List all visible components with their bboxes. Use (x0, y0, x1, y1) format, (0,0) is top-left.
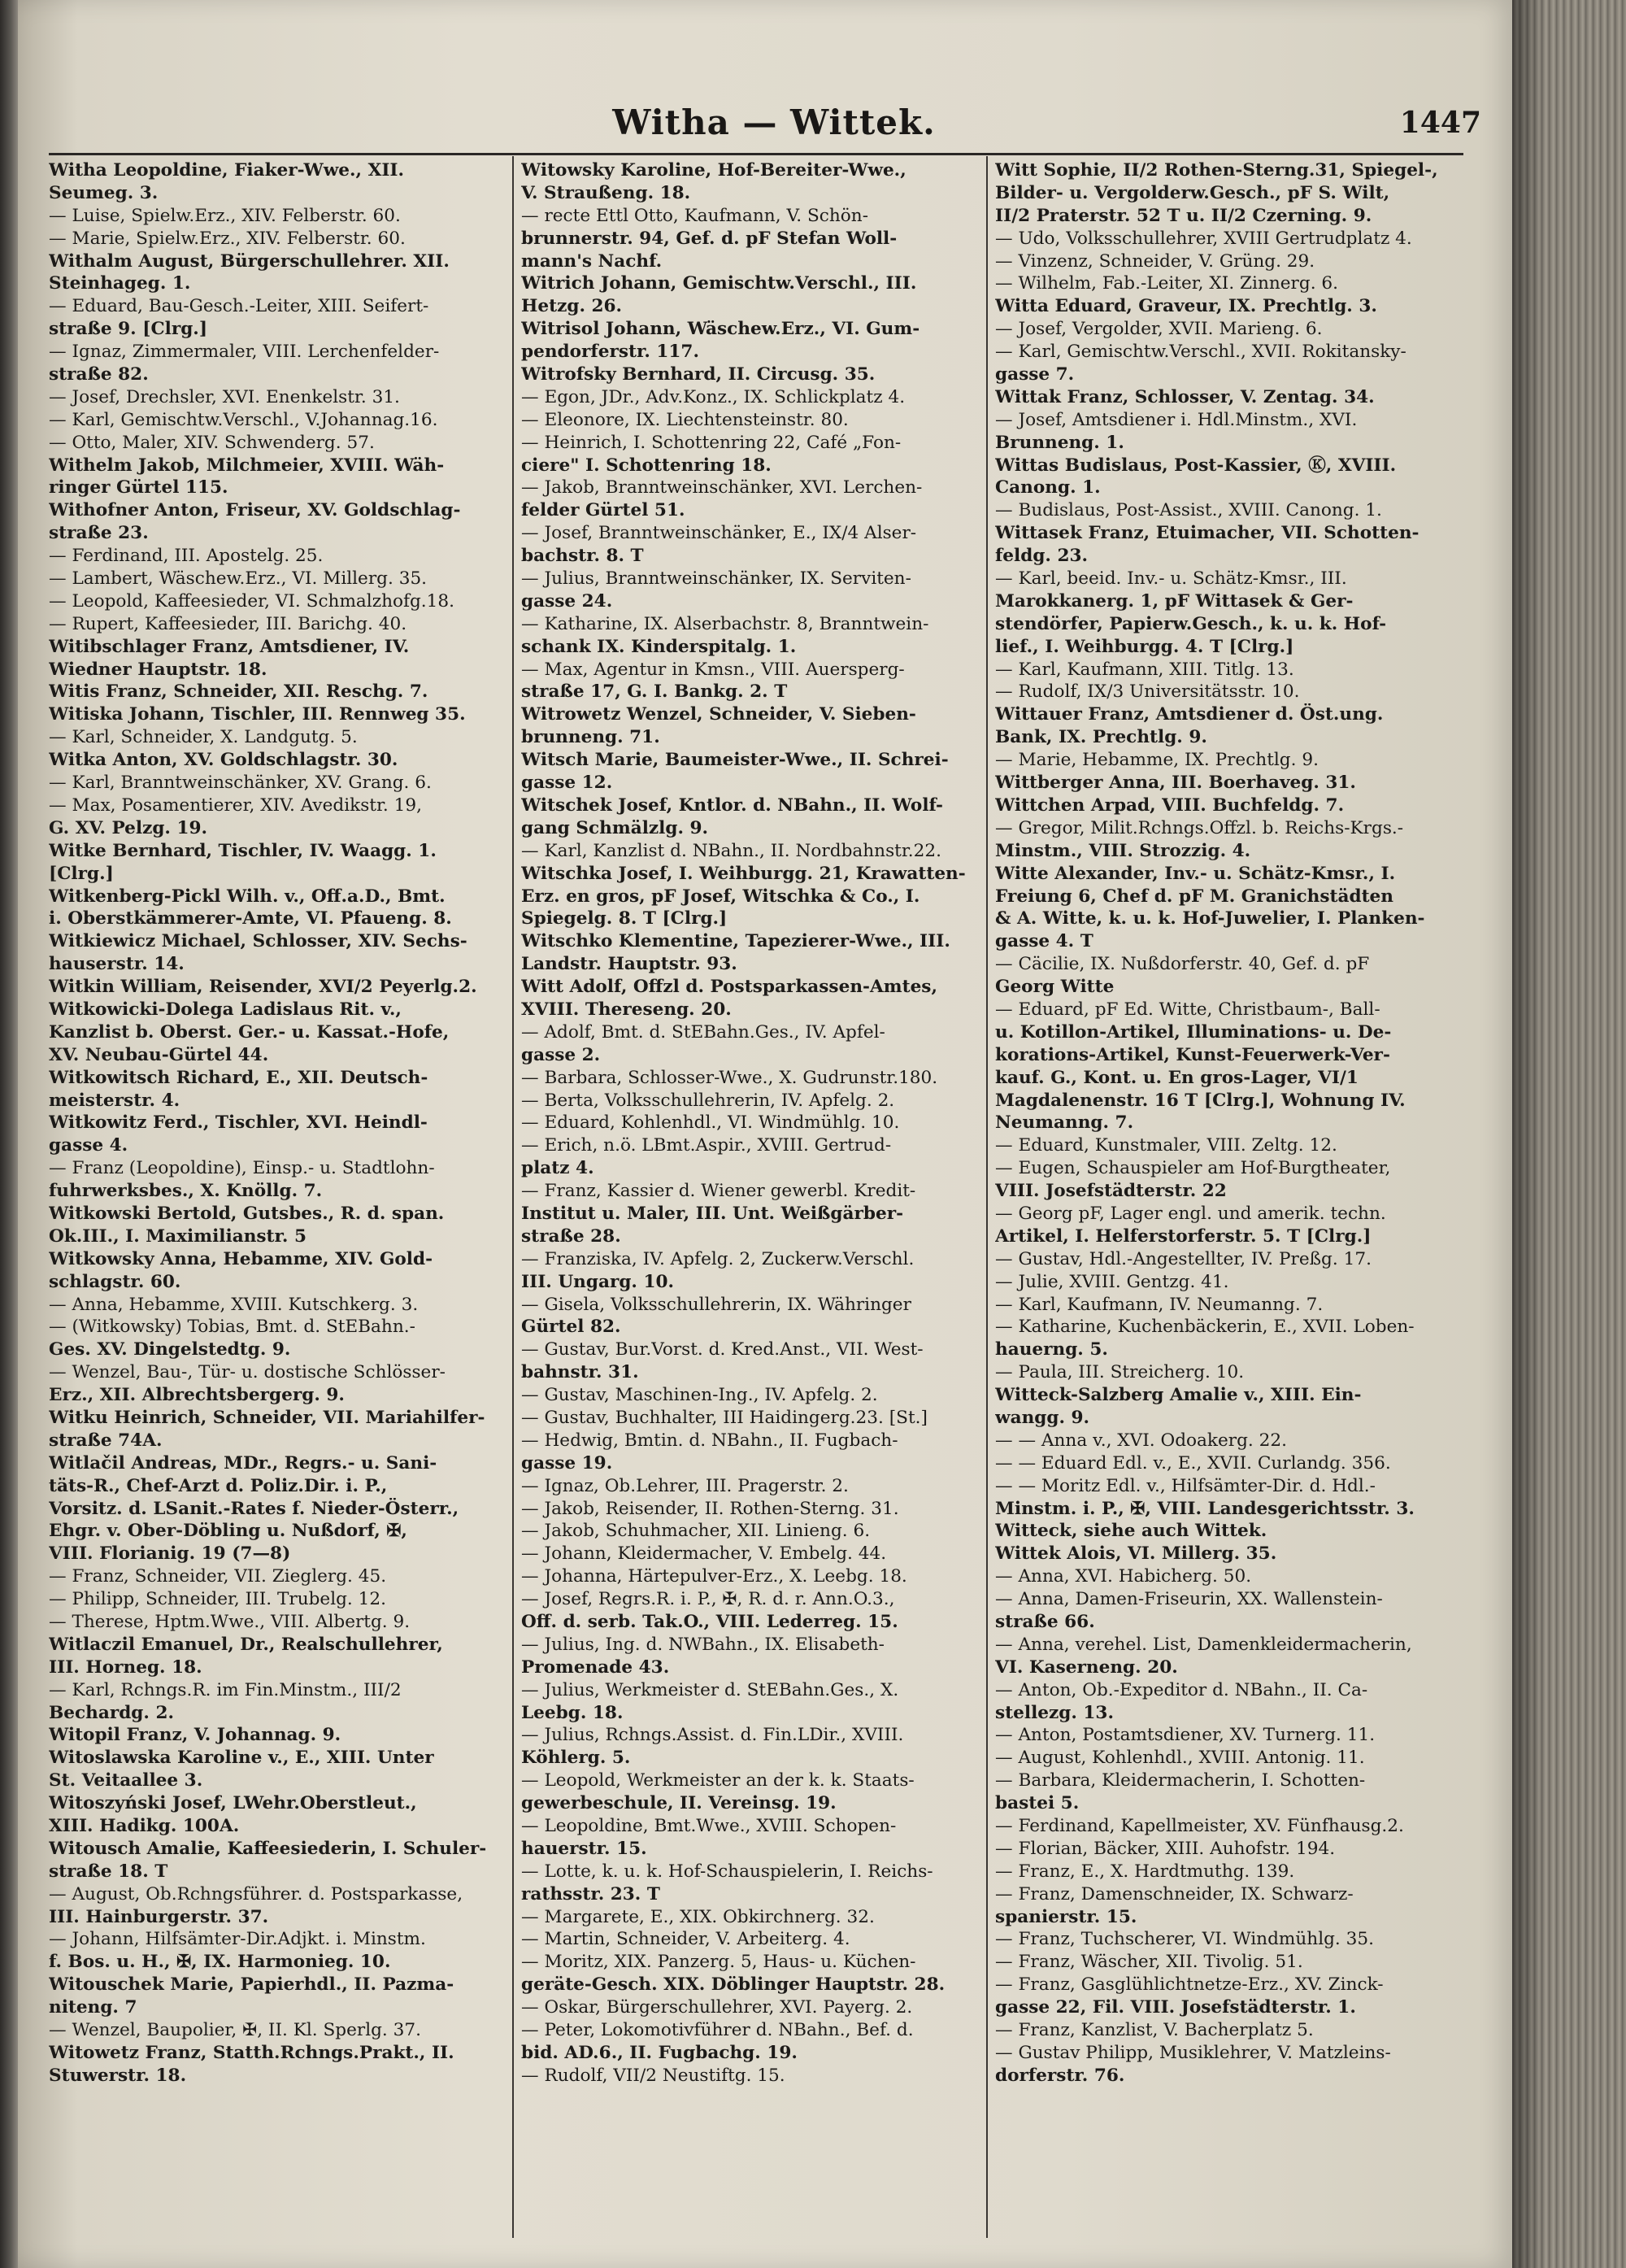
directory-line: Wittauer Franz, Amtsdiener d. Öst.ung. (995, 704, 1384, 725)
directory-line: — Heinrich, I. Schottenring 22, Café „Fon- (521, 432, 902, 453)
directory-line: Witha Leopoldine, Fiaker-Wwe., XII. (49, 160, 405, 181)
directory-line: Ok.III., I. Maximilianstr. 5 (49, 1225, 307, 1247)
directory-line: St. Veitaallee 3. (49, 1770, 203, 1791)
directory-line: — Johanna, Härtepulver-Erz., X. Leebg. 18. (521, 1566, 907, 1587)
directory-line: — Anna, verehel. List, Damenkleidermacherin, (995, 1634, 1412, 1655)
directory-line: gasse 2. (521, 1044, 601, 1065)
directory-line: — Adolf, Bmt. d. StEBahn.Ges., IV. Apfel- (521, 1021, 885, 1043)
directory-line: — Rudolf, IX/3 Universitätsstr. 10. (995, 681, 1300, 703)
directory-line: bid. AD.6., II. Fugbachg. 19. (521, 2042, 798, 2063)
directory-line: Witschka Josef, I. Weihburgg. 21, Krawatten- (521, 863, 966, 884)
directory-line: Artikel, I. Helferstorferstr. 5. T [Clrg.] (995, 1225, 1372, 1247)
page-header (50, 98, 1498, 155)
directory-line: Bechardg. 2. (49, 1702, 174, 1723)
directory-line: — Max, Agentur in Kmsn., VIII. Auersperg- (521, 659, 905, 680)
directory-line: — Therese, Hptm.Wwe., VIII. Albertg. 9. (49, 1612, 411, 1632)
directory-line: schank IX. Kinderspitalg. 1. (521, 636, 797, 657)
directory-line: Witlaczil Emanuel, Dr., Realschullehrer, (49, 1634, 443, 1655)
directory-line: — Franz (Leopoldine), Einsp.- u. Stadtlohn- (49, 1158, 435, 1179)
directory-line: i. Oberstkämmerer-Amte, VI. Pfaueng. 8. (49, 908, 452, 929)
directory-line: — Franz, E., X. Hardtmuthg. 139. (995, 1861, 1295, 1882)
directory-line: — Julius, Branntweinschänker, IX. Serviten- (521, 568, 911, 590)
directory-line: ciere" I. Schottenring 18. (521, 455, 772, 476)
directory-line: — Egon, JDr., Adv.Konz., IX. Schlickplatz 4. (521, 386, 906, 407)
directory-line: Withalm August, Bürgerschullehrer. XII. (49, 250, 450, 272)
directory-line: Neumanng. 7. (995, 1112, 1134, 1134)
directory-line: Vorsitz. d. LSanit.-Rates f. Nieder-Österr., (49, 1498, 459, 1519)
directory-line: hauerstr. 15. (521, 1838, 647, 1859)
directory-line: — Leopold, Kaffeesieder, VI. Schmalzhofg.18. (49, 590, 455, 612)
directory-line: Witrofsky Bernhard, II. Circusg. 35. (521, 364, 876, 385)
directory-line: — Moritz, XIX. Panzerg. 5, Haus- u. Küchen- (521, 1952, 916, 1973)
directory-line: — Lotte, k. u. k. Hof-Schauspielerin, I. Reichs- (521, 1861, 933, 1882)
directory-line: — Leopoldine, Bmt.Wwe., XVIII. Schopen- (521, 1816, 897, 1837)
directory-line: — Erich, n.ö. LBmt.Aspir., XVIII. Gertrud- (521, 1135, 892, 1156)
directory-line: — Josef, Regrs.R. i. P., ✠, R. d. r. Ann.O.3., (521, 1589, 895, 1610)
directory-line: — Philipp, Schneider, III. Trubelg. 12. (49, 1589, 387, 1610)
directory-line: Witteck-Salzberg Amalie v., XIII. Ein- (995, 1385, 1362, 1406)
directory-column-3 (995, 159, 1450, 2241)
directory-line: Witka Anton, XV. Goldschlagstr. 30. (49, 750, 398, 771)
directory-line: — Marie, Hebamme, IX. Prechtlg. 9. (995, 750, 1319, 771)
directory-line: XIII. Hadikg. 100A. (49, 1816, 240, 1837)
directory-line: — Margarete, E., XIX. Obkirchnerg. 32. (521, 1906, 875, 1927)
directory-line: Withelm Jakob, Milchmeier, XVIII. Wäh- (49, 455, 445, 476)
directory-line: Witta Eduard, Graveur, IX. Prechtlg. 3. (995, 296, 1377, 317)
directory-line: Witkenberg-Pickl Wilh. v., Off.a.D., Bmt. (49, 886, 446, 907)
directory-line: mann's Nachf. (521, 250, 663, 272)
directory-line: V. Straußeng. 18. (521, 182, 691, 203)
directory-line: straße 9. [Clrg.] (49, 319, 208, 340)
directory-line: Witrowetz Wenzel, Schneider, V. Sieben- (521, 704, 916, 725)
directory-line: Witteck, siehe auch Wittek. (995, 1521, 1267, 1542)
directory-line: stellezg. 13. (995, 1702, 1114, 1723)
directory-line: gang Schmälzlg. 9. (521, 817, 709, 838)
directory-line: f. Bos. u. H., ✠, IX. Harmonieg. 10. (49, 1952, 391, 1973)
directory-line: Witschek Josef, Kntlor. d. NBahn., II. Wolf- (521, 794, 943, 816)
directory-line: meisterstr. 4. (49, 1090, 180, 1111)
directory-line: — Franz, Kassier d. Wiener gewerbl. Kredit- (521, 1181, 916, 1202)
directory-line: Off. d. serb. Tak.O., VIII. Lederreg. 15. (521, 1612, 898, 1632)
directory-line: — Eugen, Schauspieler am Hof-Burgtheater, (995, 1158, 1391, 1179)
directory-line: — Leopold, Werkmeister an der k. k. Staats- (521, 1770, 915, 1791)
directory-line: — Paula, III. Streicherg. 10. (995, 1362, 1245, 1383)
directory-line: straße 82. (49, 364, 149, 385)
directory-line: — Gustav Philipp, Musiklehrer, V. Matzleins- (995, 2042, 1391, 2063)
directory-line: [Clrg.] (49, 863, 114, 884)
directory-line: — Luise, Spielw.Erz., XIV. Felberstr. 60. (49, 205, 401, 226)
directory-line: — Rupert, Kaffeesieder, III. Barichg. 40. (49, 613, 407, 634)
directory-line: — Franz, Gasglühlichtnetze-Erz., XV. Zinck- (995, 1974, 1384, 1996)
directory-line: — (Witkowsky) Tobias, Bmt. d. StEBahn.- (49, 1317, 415, 1338)
directory-column-2 (521, 159, 976, 2241)
directory-line: bachstr. 8. T (521, 546, 644, 567)
directory-line: — August, Ob.Rchngsführer. d. Postsparkasse, (49, 1883, 463, 1905)
directory-line: Witkowitsch Richard, E., XII. Deutsch- (49, 1067, 428, 1088)
directory-line: — Barbara, Schlosser-Wwe., X. Gudrunstr.180. (521, 1067, 938, 1088)
directory-line: Witkowitz Ferd., Tischler, XVI. Heindl- (49, 1112, 428, 1134)
directory-line: G. XV. Pelzg. 19. (49, 817, 208, 838)
directory-line: — Hedwig, Bmtin. d. NBahn., II. Fugbach- (521, 1430, 898, 1451)
directory-line: — Anton, Ob.-Expeditor d. NBahn., II. Ca- (995, 1679, 1368, 1700)
page-stack-shadow (1512, 0, 1545, 2268)
directory-line: straße 23. (49, 523, 149, 544)
directory-line: Witke Bernhard, Tischler, IV. Waagg. 1. (49, 840, 437, 861)
directory-line: — Julius, Werkmeister d. StEBahn.Ges., X. (521, 1679, 899, 1700)
directory-line: — Wenzel, Bau-, Tür- u. dostische Schlösser- (49, 1362, 446, 1383)
directory-line: — Franz, Schneider, VII. Zieglerg. 45. (49, 1566, 387, 1587)
directory-line: — Jakob, Branntweinschänker, XVI. Lerchen- (521, 477, 923, 498)
directory-line: — Johann, Hilfsämter-Dir.Adjkt. i. Minstm. (49, 1929, 426, 1950)
directory-line: — Karl, Kaufmann, IV. Neumanng. 7. (995, 1294, 1324, 1315)
directory-line: brunneng. 71. (521, 727, 660, 748)
directory-line: — Karl, Kaufmann, XIII. Titlg. 13. (995, 659, 1294, 680)
directory-line: — Karl, Kanzlist d. NBahn., II. Nordbahnstr.22. (521, 840, 941, 861)
directory-line: gasse 24. (521, 590, 613, 612)
directory-line: — Georg pF, Lager engl. und amerik. techn. (995, 1203, 1386, 1224)
directory-line: Ehgr. v. Ober-Döbling u. Nußdorf, ✠, (49, 1521, 407, 1542)
directory-line: Witkowski Bertold, Gutsbes., R. d. span. (49, 1203, 445, 1224)
directory-line: u. Kotillon-Artikel, Illuminations- u. De- (995, 1021, 1392, 1043)
running-head: Witha — Wittek. (612, 102, 936, 142)
directory-line: Marokkanerg. 1, pF Wittasek & Ger- (995, 590, 1354, 612)
directory-line: Witiska Johann, Tischler, III. Rennweg 35. (49, 704, 466, 725)
directory-line: — Anna, Hebamme, XVIII. Kutschkerg. 3. (49, 1294, 419, 1315)
directory-line: — Eleonore, IX. Liechtensteinstr. 80. (521, 409, 849, 430)
directory-line: — Karl, Schneider, X. Landgutg. 5. (49, 727, 358, 748)
directory-line: Witibschlager Franz, Amtsdiener, IV. (49, 636, 410, 657)
directory-line: Witku Heinrich, Schneider, VII. Mariahilfer- (49, 1407, 485, 1428)
directory-line: — Gustav, Buchhalter, III Haidingerg.23. [St.] (521, 1407, 928, 1428)
directory-line: — Katharine, IX. Alserbachstr. 8, Branntwein- (521, 613, 929, 634)
directory-line: II/2 Praterstr. 52 T u. II/2 Czerning. 9. (995, 205, 1372, 226)
directory-line: — Gustav, Bur.Vorst. d. Kred.Anst., VII. West- (521, 1339, 924, 1360)
directory-line: straße 28. (521, 1225, 621, 1247)
directory-line: Georg Witte (995, 977, 1115, 998)
directory-line: III. Hainburgerstr. 37. (49, 1906, 269, 1927)
directory-line: — Otto, Maler, XIV. Schwenderg. 57. (49, 432, 375, 453)
directory-line: — Anna, Damen-Friseurin, XX. Wallenstein- (995, 1589, 1383, 1610)
directory-line: täts-R., Chef-Arzt d. Poliz.Dir. i. P., (49, 1475, 388, 1496)
directory-line: Erz. en gros, pF Josef, Witschka & Co., I. (521, 886, 920, 907)
directory-line: Bank, IX. Prechtlg. 9. (995, 727, 1207, 748)
directory-line: III. Ungarg. 10. (521, 1271, 675, 1292)
directory-line: Witrisol Johann, Wäschew.Erz., VI. Gum- (521, 319, 920, 340)
directory-line: Witowsky Karoline, Hof-Bereiter-Wwe., (521, 160, 906, 181)
directory-line: Stuwerstr. 18. (49, 2065, 187, 2086)
directory-line: — Ignaz, Ob.Lehrer, III. Pragerstr. 2. (521, 1475, 849, 1496)
directory-line: — Martin, Schneider, V. Arbeiterg. 4. (521, 1929, 850, 1950)
directory-line: — Florian, Bäcker, XIII. Auhofstr. 194. (995, 1838, 1336, 1859)
directory-line: — Karl, Rchngs.R. im Fin.Minstm., III/2 (49, 1679, 402, 1700)
directory-line: hauserstr. 14. (49, 954, 185, 975)
directory-line: — August, Kohlenhdl., XVIII. Antonig. 11. (995, 1748, 1365, 1769)
directory-line: straße 17, G. I. Bankg. 2. T (521, 681, 788, 703)
directory-line: — Josef, Drechsler, XVI. Enenkelstr. 31. (49, 386, 400, 407)
directory-line: — Josef, Amtsdiener i. Hdl.Minstm., XVI. (995, 409, 1358, 430)
directory-line: Minstm. i. P., ✠, VIII. Landesgerichtsstr. 3. (995, 1498, 1415, 1519)
column-divider-2 (986, 156, 988, 2238)
directory-line: Köhlerg. 5. (521, 1748, 631, 1769)
directory-line: — Gisela, Volksschullehrerin, IX. Währinger (521, 1294, 911, 1315)
directory-line: Promenade 43. (521, 1656, 670, 1678)
directory-line: Gürtel 82. (521, 1317, 621, 1338)
directory-line: — — Eduard Edl. v., E., XVII. Curlandg. 356. (995, 1452, 1391, 1474)
book-binding-edge (0, 0, 18, 2268)
directory-line: — recte Ettl Otto, Kaufmann, V. Schön- (521, 205, 868, 226)
directory-line: — Gregor, Milit.Rchngs.Offzl. b. Reichs-Krgs.- (995, 817, 1404, 838)
directory-line: — Eduard, Kunstmaler, VIII. Zeltg. 12. (995, 1135, 1337, 1156)
directory-line: — — Anna v., XVI. Odoakerg. 22. (995, 1430, 1287, 1451)
directory-line: Minstm., VIII. Strozzig. 4. (995, 840, 1251, 861)
directory-line: — Cäcilie, IX. Nußdorferstr. 40, Gef. d. pF (995, 954, 1370, 975)
directory-line: Witsch Marie, Baumeister-Wwe., II. Schrei- (521, 750, 949, 771)
directory-line: — Ignaz, Zimmermaler, VIII. Lerchenfelder- (49, 342, 440, 363)
directory-line: Witopil Franz, V. Johannag. 9. (49, 1725, 341, 1746)
directory-line: — Marie, Spielw.Erz., XIV. Felberstr. 60. (49, 228, 406, 249)
directory-line: schlagstr. 60. (49, 1271, 181, 1292)
directory-line: stendörfer, Papierw.Gesch., k. u. k. Hof- (995, 613, 1387, 634)
directory-line: Witowetz Franz, Statth.Rchngs.Prakt., II. (49, 2042, 454, 2063)
directory-line: Witt Sophie, II/2 Rothen-Sterng.31, Spiegel-, (995, 160, 1438, 181)
directory-line: — Franziska, IV. Apfelg. 2, Zuckerw.Verschl. (521, 1248, 915, 1269)
directory-line: hauerng. 5. (995, 1339, 1108, 1360)
directory-line: Leebg. 18. (521, 1702, 624, 1723)
directory-line: — Karl, Gemischtw.Verschl., XVII. Rokitansky- (995, 342, 1406, 363)
directory-line: spanierstr. 15. (995, 1906, 1137, 1927)
directory-line: Brunneng. 1. (995, 432, 1124, 453)
directory-line: — Udo, Volksschullehrer, XVIII Gertrudplatz 4. (995, 228, 1412, 249)
directory-line: — Anton, Postamtsdiener, XV. Turnerg. 11. (995, 1725, 1376, 1746)
directory-line: straße 18. T (49, 1861, 168, 1882)
directory-line: Witoszyński Josef, LWehr.Oberstleut., (49, 1793, 417, 1814)
directory-line: Kanzlist b. Oberst. Ger.- u. Kassat.-Hofe, (49, 1021, 450, 1043)
directory-line: — Katharine, Kuchenbäckerin, E., XVII. Loben- (995, 1317, 1415, 1338)
directory-line: Seumeg. 3. (49, 182, 159, 203)
directory-line: — Anna, XVI. Habicherg. 50. (995, 1566, 1252, 1587)
directory-line: korations-Artikel, Kunst-Feuerwerk-Ver- (995, 1044, 1390, 1065)
directory-line: — Julie, XVIII. Gentzg. 41. (995, 1271, 1229, 1292)
directory-line: Wittek Alois, VI. Millerg. 35. (995, 1543, 1277, 1565)
directory-line: — Eduard, Bau-Gesch.-Leiter, XIII. Seifert- (49, 296, 429, 317)
directory-line: — Wenzel, Baupolier, ✠, II. Kl. Sperlg. 37. (49, 2020, 422, 2041)
column-divider-1 (512, 156, 514, 2238)
header-rule (49, 153, 1463, 155)
directory-line: XV. Neubau-Gürtel 44. (49, 1044, 269, 1065)
directory-line: — Karl, beeid. Inv.- u. Schätz-Kmsr., III. (995, 568, 1347, 590)
directory-line: — Berta, Volksschullehrerin, IV. Apfelg. 2. (521, 1090, 895, 1111)
directory-line: Bilder- u. Vergolderw.Gesch., pF S. Wilt, (995, 182, 1390, 203)
directory-line: Wittak Franz, Schlosser, V. Zentag. 34. (995, 386, 1375, 407)
directory-line: wangg. 9. (995, 1407, 1090, 1428)
directory-line: Witkiewicz Michael, Schlosser, XIV. Sechs- (49, 931, 467, 952)
directory-line: Landstr. Hauptstr. 93. (521, 954, 737, 975)
directory-line: — Johann, Kleidermacher, V. Embelg. 44. (521, 1543, 887, 1565)
directory-line: — Franz, Kanzlist, V. Bacherplatz 5. (995, 2020, 1314, 2041)
directory-line: gasse 7. (995, 364, 1075, 385)
directory-line: Erz., XII. Albrechtsbergerg. 9. (49, 1385, 345, 1406)
directory-line: Witschko Klementine, Tapezierer-Wwe., III. (521, 931, 950, 952)
directory-line: VIII. Florianig. 19 (7—8) (49, 1543, 291, 1565)
directory-line: Wittchen Arpad, VIII. Buchfeldg. 7. (995, 794, 1345, 816)
directory-line: Witoslawska Karoline v., E., XIII. Unter (49, 1748, 434, 1769)
directory-line: gasse 19. (521, 1452, 613, 1474)
directory-line: gewerbeschule, II. Vereinsg. 19. (521, 1793, 837, 1814)
directory-line: Spiegelg. 8. T [Clrg.] (521, 908, 728, 929)
directory-line: — Josef, Vergolder, XVII. Marieng. 6. (995, 319, 1323, 340)
directory-line: — Rudolf, VII/2 Neustiftg. 15. (521, 2065, 785, 2086)
directory-line: — Eduard, Kohlenhdl., VI. Windmühlg. 10. (521, 1112, 900, 1134)
directory-line: — Julius, Ing. d. NWBahn., IX. Elisabeth- (521, 1634, 885, 1655)
directory-line: — Vinzenz, Schneider, V. Grüng. 29. (995, 250, 1315, 272)
directory-line: XVIII. Thereseng. 20. (521, 999, 732, 1020)
directory-line: Witt Adolf, Offzl d. Postsparkassen-Amtes, (521, 977, 937, 998)
directory-line: feldg. 23. (995, 546, 1089, 567)
directory-line: brunnerstr. 94, Gef. d. pF Stefan Woll- (521, 228, 898, 249)
directory-line: Steinhageg. 1. (49, 273, 191, 294)
directory-line: gasse 4. T (995, 931, 1093, 952)
directory-line: Magdalenenstr. 16 T [Clrg.], Wohnung IV. (995, 1090, 1406, 1111)
directory-line: bahnstr. 31. (521, 1362, 639, 1383)
directory-line: VIII. Josefstädterstr. 22 (995, 1181, 1227, 1202)
directory-line: — Ferdinand, III. Apostelg. 25. (49, 546, 324, 567)
page-number: 1447 (1399, 106, 1481, 140)
directory-line: III. Horneg. 18. (49, 1656, 202, 1678)
directory-line: — Gustav, Maschinen-Ing., IV. Apfelg. 2. (521, 1385, 878, 1406)
directory-line: Witrich Johann, Gemischtw.Verschl., III. (521, 273, 917, 294)
directory-line: — Lambert, Wäschew.Erz., VI. Millerg. 35. (49, 568, 428, 590)
directory-line: Witkowsky Anna, Hebamme, XIV. Gold- (49, 1248, 433, 1269)
directory-line: Freiung 6, Chef d. pF M. Granichstädten (995, 886, 1393, 907)
directory-line: — Jakob, Schuhmacher, XII. Linieng. 6. (521, 1521, 871, 1542)
directory-line: VI. Kaserneng. 20. (995, 1656, 1178, 1678)
directory-line: felder Gürtel 51. (521, 500, 685, 521)
directory-line: straße 66. (995, 1612, 1095, 1632)
directory-line: — Josef, Branntweinschänker, E., IX/4 Alser- (521, 523, 917, 544)
directory-line: geräte-Gesch. XIX. Döblinger Hauptstr. 28. (521, 1974, 946, 1996)
directory-line: Witkowicki-Dolega Ladislaus Rit. v., (49, 999, 402, 1020)
directory-line: Wittberger Anna, III. Boerhaveg. 31. (995, 773, 1356, 794)
directory-line: dorferstr. 76. (995, 2065, 1125, 2086)
directory-line: — Franz, Tuchscherer, VI. Windmühlg. 35. (995, 1929, 1374, 1950)
directory-line: Wiedner Hauptstr. 18. (49, 659, 267, 680)
directory-line: Ges. XV. Dingelstedtg. 9. (49, 1339, 291, 1360)
directory-line: Institut u. Maler, III. Unt. Weißgärber- (521, 1203, 904, 1224)
directory-line: — Peter, Lokomotivführer d. NBahn., Bef. d. (521, 2020, 914, 2041)
directory-line: Witkin William, Reisender, XVI/2 Peyerlg.2. (49, 977, 477, 998)
directory-line: bastei 5. (995, 1793, 1080, 1814)
directory-line: niteng. 7 (49, 1997, 137, 2018)
directory-line: — Jakob, Reisender, II. Rothen-Sterng. 31. (521, 1498, 899, 1519)
directory-line: — Franz, Wäscher, XII. Tivolig. 51. (995, 1952, 1303, 1973)
directory-line: — Ferdinand, Kapellmeister, XV. Fünfhausg.2. (995, 1816, 1404, 1837)
directory-line: Hetzg. 26. (521, 296, 623, 317)
directory-line: — Julius, Rchngs.Assist. d. Fin.LDir., XVIII. (521, 1725, 904, 1746)
directory-line: Witousch Amalie, Kaffeesiederin, I. Schuler- (49, 1838, 487, 1859)
directory-line: ringer Gürtel 115. (49, 477, 228, 498)
directory-line: lief., I. Weihburgg. 4. T [Clrg.] (995, 636, 1294, 657)
directory-line: fuhrwerksbes., X. Knöllg. 7. (49, 1181, 323, 1202)
directory-line: — Karl, Branntweinschänker, XV. Grang. 6. (49, 773, 432, 794)
directory-line: Canong. 1. (995, 477, 1101, 498)
directory-line: — Karl, Gemischtw.Verschl., V.Johannag.16. (49, 409, 438, 430)
directory-line: — Eduard, pF Ed. Witte, Christbaum-, Ball- (995, 999, 1380, 1020)
directory-line: gasse 4. (49, 1135, 128, 1156)
directory-line: — Max, Posamentierer, XIV. Avedikstr. 19, (49, 794, 423, 816)
directory-line: Witouschek Marie, Papierhdl., II. Pazma- (49, 1974, 454, 1996)
directory-line: kauf. G., Kont. u. En gros-Lager, VI/1 (995, 1067, 1359, 1088)
directory-line: Wittasek Franz, Etuimacher, VII. Schotten- (995, 523, 1419, 544)
directory-line: gasse 12. (521, 773, 613, 794)
directory-line: Witte Alexander, Inv.- u. Schätz-Kmsr., I. (995, 863, 1396, 884)
directory-line: pendorferstr. 117. (521, 342, 699, 363)
directory-line: gasse 22, Fil. VIII. Josefstädterstr. 1. (995, 1997, 1356, 2018)
directory-line: — Barbara, Kleidermacherin, I. Schotten- (995, 1770, 1366, 1791)
directory-line: straße 74A. (49, 1430, 163, 1451)
directory-column-1 (49, 159, 504, 2241)
directory-line: — Oskar, Bürgerschullehrer, XVI. Payerg. 2. (521, 1997, 913, 2018)
directory-line: — Franz, Damenschneider, IX. Schwarz- (995, 1883, 1354, 1905)
directory-line: — Budislaus, Post-Assist., XVIII. Canong. 1. (995, 500, 1382, 521)
directory-line: — — Moritz Edl. v., Hilfsämter-Dir. d. Hdl.- (995, 1475, 1376, 1496)
directory-line: Witis Franz, Schneider, XII. Reschg. 7. (49, 681, 428, 703)
directory-line: — Wilhelm, Fab.-Leiter, XI. Zinnerg. 6. (995, 273, 1339, 294)
directory-line: & A. Witte, k. u. k. Hof-Juwelier, I. Planken- (995, 908, 1425, 929)
directory-line: platz 4. (521, 1158, 594, 1179)
directory-line: rathsstr. 23. T (521, 1883, 660, 1905)
directory-line: Withofner Anton, Friseur, XV. Goldschlag- (49, 500, 461, 521)
directory-line: Witlačil Andreas, MDr., Regrs.- u. Sani- (49, 1452, 437, 1474)
directory-line: — Gustav, Hdl.-Angestellter, IV. Preßg. 17. (995, 1248, 1372, 1269)
directory-line: Wittas Budislaus, Post-Kassier, Ⓚ, XVIII. (995, 455, 1397, 476)
